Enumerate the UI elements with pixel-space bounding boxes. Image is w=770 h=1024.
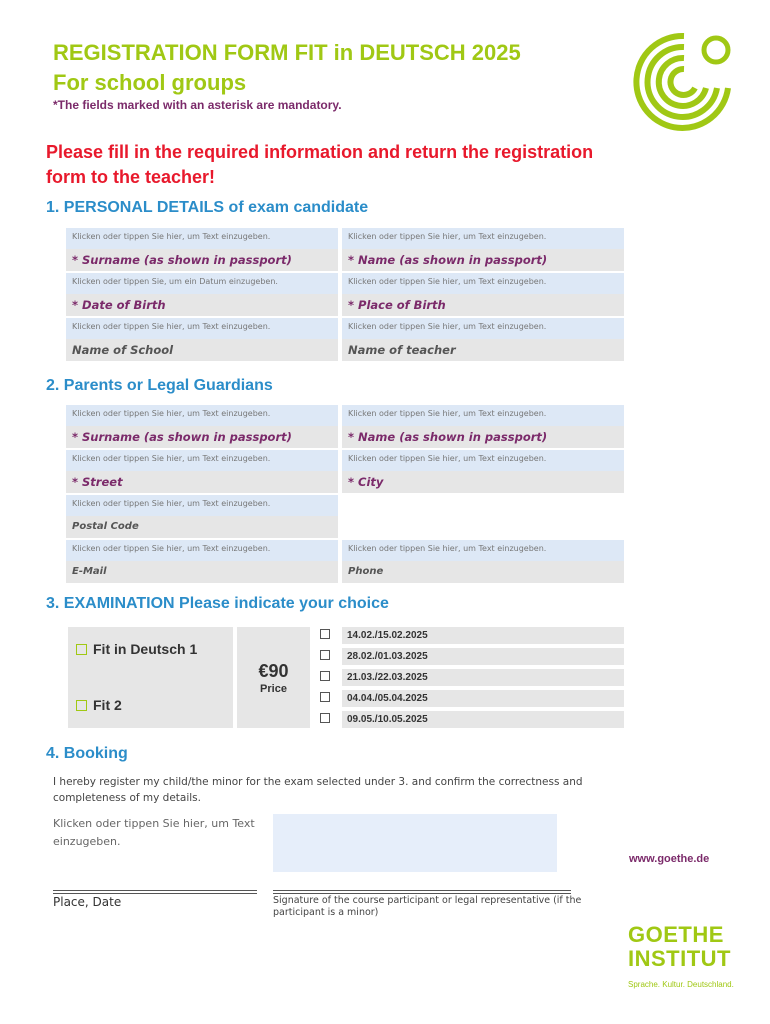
signature-label: Signature of the course participant or legal representative (if the participant is a minor) [273,895,582,918]
exam-option-label: Fit 2 [93,697,122,713]
guardian-email-field[interactable] [66,540,338,583]
field-label: * Street [66,471,338,493]
candidate-dob-field[interactable] [66,273,338,316]
field-placeholder[interactable]: Klicken oder tippen Sie hier, um Text einzugeben. [66,450,338,471]
section-personal-details-title: 1. PERSONAL DETAILS of exam candidate [46,199,369,216]
brand-tagline: Sprache. Kultur. Deutschland. [628,980,734,989]
field-placeholder[interactable]: Klicken oder tippen Sie hier, um Text einzugeben. [66,495,338,516]
exam-option-label: Fit in Deutsch 1 [93,641,198,657]
form-title-line2: For school groups [53,70,247,95]
exam-date-label: 09.05./10.05.2025 [342,711,624,728]
field-label: Phone [342,561,624,583]
candidate-place-of-birth-field[interactable] [342,273,624,316]
field-placeholder[interactable]: Klicken oder tippen Sie, um ein Datum einzugeben. [66,273,338,294]
field-placeholder[interactable]: Klicken oder tippen Sie hier, um Text einzugeben. [66,318,338,339]
form-title-line1: REGISTRATION FORM FIT in DEUTSCH 2025 [53,40,521,65]
guardian-surname-field[interactable] [66,405,338,448]
guardian-street-field[interactable] [66,450,338,493]
checkbox-icon[interactable] [76,644,87,655]
exam-date-option[interactable] [320,669,624,686]
place-date-line [53,893,257,894]
brand-line1: GOETHE [628,922,724,947]
field-placeholder[interactable]: Klicken oder tippen Sie hier, um Text einzugeben. [342,318,624,339]
price-value: €90 [258,661,289,681]
guardian-name-field[interactable] [342,405,624,448]
exam-option-fit1[interactable] [76,641,197,657]
checkbox-icon[interactable] [320,692,330,702]
field-placeholder[interactable]: Klicken oder tippen Sie hier, um Text einzugeben. [342,540,624,561]
guardian-postal-code-field[interactable] [66,495,338,538]
field-label: * Surname (as shown in passport) [66,426,338,448]
section-booking-title: 4. Booking [46,745,128,762]
field-label: E-Mail [66,561,338,583]
goethe-rings-logo-icon [624,30,736,134]
exam-date-label: 28.02./01.03.2025 [342,648,624,665]
goethe-institut-wordmark [628,923,731,971]
price-box [237,627,310,728]
exam-date-option[interactable] [320,648,624,665]
signature-field[interactable] [273,814,557,872]
field-label: * Name (as shown in passport) [342,426,624,448]
field-placeholder[interactable]: Klicken oder tippen Sie hier, um Text einzugeben. [342,450,624,471]
field-placeholder[interactable]: Klicken oder tippen Sie hier, um Text einzugeben. [66,228,338,249]
field-label: * Name (as shown in passport) [342,249,624,271]
place-date-input[interactable]: Klicken oder tippen Sie hier, um Text einzugeben. [53,817,255,848]
teacher-name-field[interactable] [342,318,624,361]
booking-statement: I hereby register my child/the minor for the exam selected under 3. and confirm the correctness and completeness of my details. [53,776,583,804]
field-placeholder[interactable]: Klicken oder tippen Sie hier, um Text einzugeben. [66,540,338,561]
checkbox-icon[interactable] [320,629,330,639]
place-date-line [53,890,257,891]
field-placeholder[interactable]: Klicken oder tippen Sie hier, um Text einzugeben. [66,405,338,426]
exam-date-option[interactable] [320,690,624,707]
checkbox-icon[interactable] [320,713,330,723]
field-label: * Surname (as shown in passport) [66,249,338,271]
exam-date-label: 04.04./05.04.2025 [342,690,624,707]
checkbox-icon[interactable] [320,650,330,660]
mandatory-note: *The fields marked with an asterisk are mandatory. [53,98,342,112]
section-examination-title: 3. EXAMINATION Please indicate your choice [46,595,389,612]
website-link[interactable]: www.goethe.de [629,853,710,865]
field-label: Name of teacher [342,339,624,361]
school-name-field[interactable] [66,318,338,361]
field-label: Name of School [66,339,338,361]
guardian-city-field[interactable] [342,450,624,493]
field-placeholder[interactable]: Klicken oder tippen Sie hier, um Text einzugeben. [342,228,624,249]
checkbox-icon[interactable] [320,671,330,681]
exam-option-fit2[interactable] [76,697,122,713]
place-date-label: Place, Date [53,895,122,909]
guardian-phone-field[interactable] [342,540,624,583]
candidate-name-field[interactable] [342,228,624,271]
instruction-note: Please fill in the required information and return the registration form to the teacher! [46,142,594,187]
signature-line [273,890,571,891]
field-label: * Date of Birth [66,294,338,316]
signature-line [273,893,571,894]
exam-date-option[interactable] [320,711,624,728]
exam-date-label: 14.02./15.02.2025 [342,627,624,644]
field-placeholder[interactable]: Klicken oder tippen Sie hier, um Text einzugeben. [342,273,624,294]
checkbox-icon[interactable] [76,700,87,711]
candidate-surname-field[interactable] [66,228,338,271]
exam-date-label: 21.03./22.03.2025 [342,669,624,686]
exam-options-box [68,627,233,728]
field-label: * City [342,471,624,493]
field-placeholder[interactable]: Klicken oder tippen Sie hier, um Text einzugeben. [342,405,624,426]
brand-line2: INSTITUT [628,946,731,971]
field-label: * Place of Birth [342,294,624,316]
form-title [53,38,521,98]
field-label: Postal Code [66,516,338,538]
price-label: Price [260,683,287,695]
section-guardians-title: 2. Parents or Legal Guardians [46,377,273,394]
exam-date-option[interactable] [320,627,624,644]
